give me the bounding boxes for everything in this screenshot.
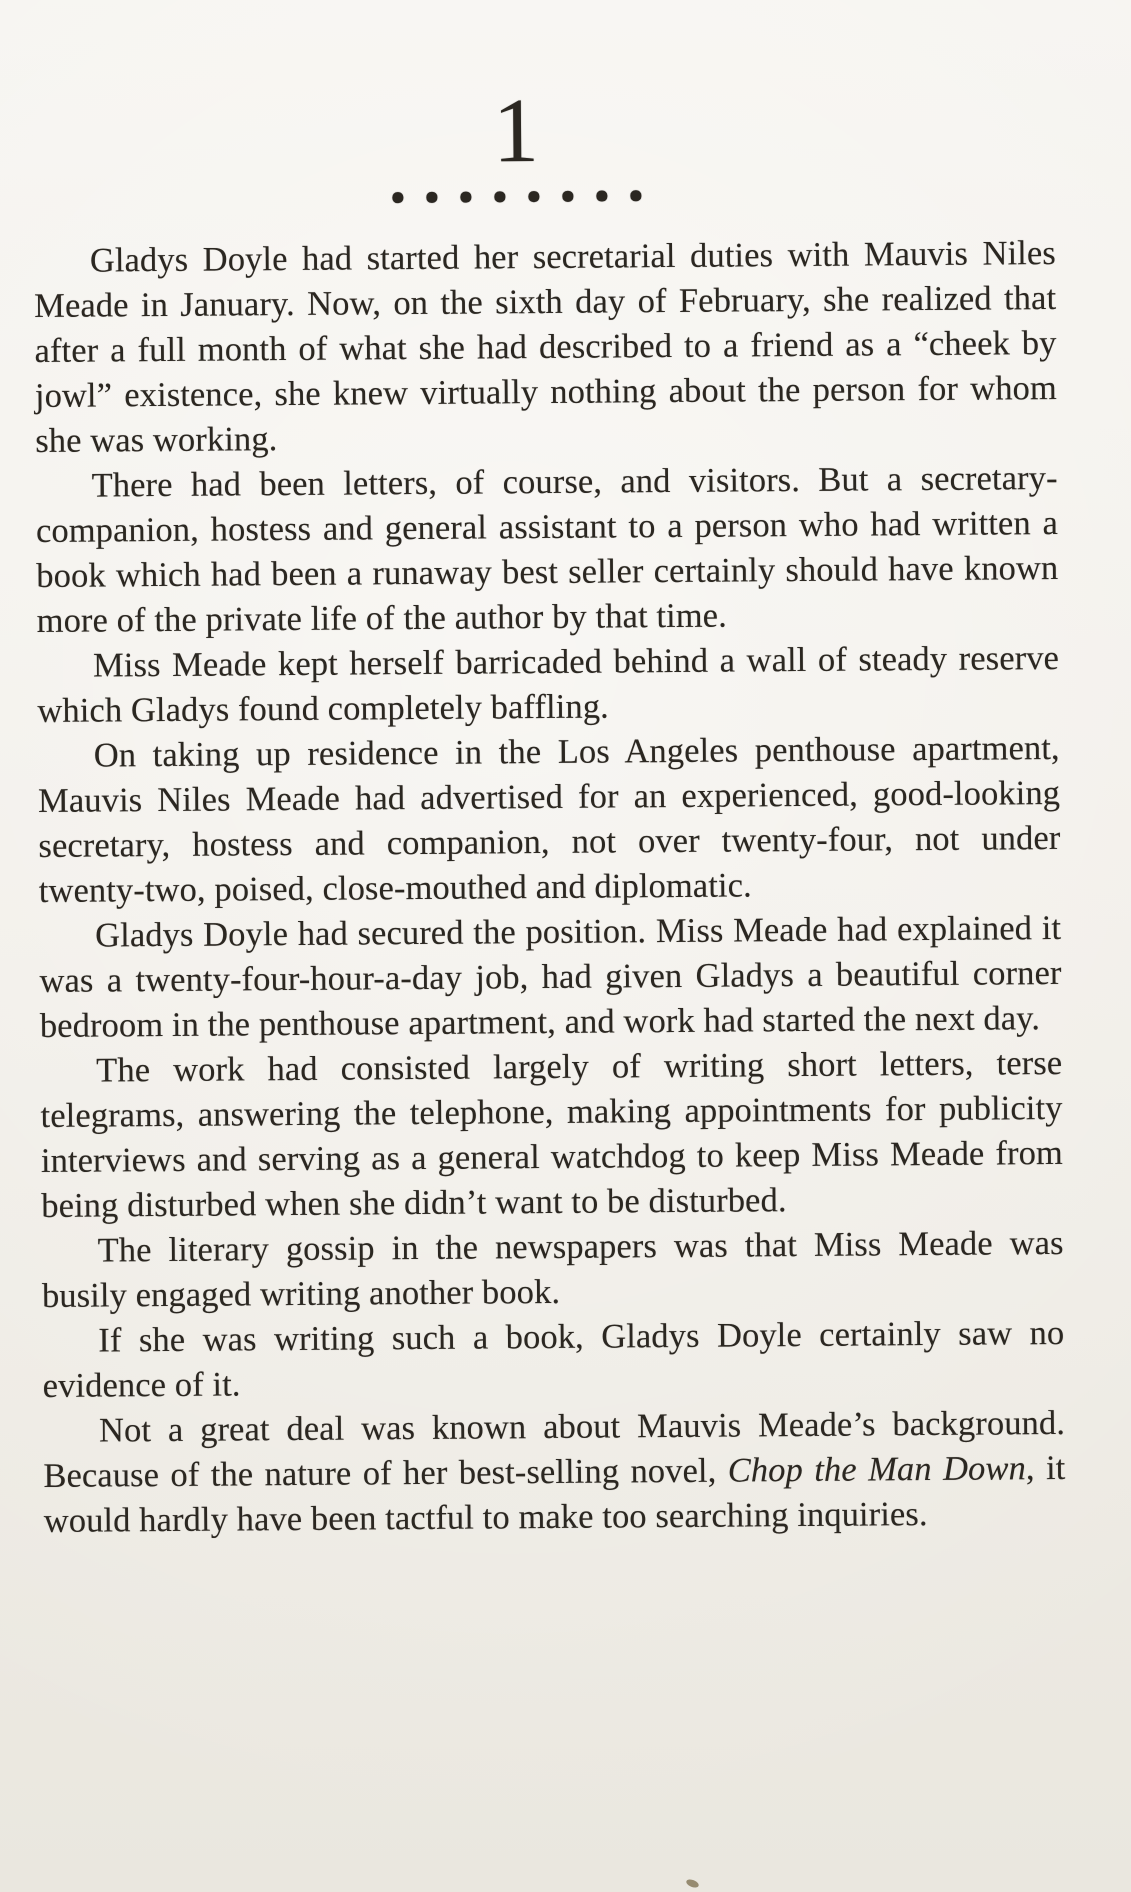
body-text [34, 231, 1066, 1544]
text-segment: Gladys Doyle had started her secretarial duties with Mauvis Niles Meade in January. Now, on the sixth day of February, she realized that after a full month of what she had described to a friend as a “cheek by jowl” existence, she knew virtually nothing about the person for whom she was working. [34, 233, 1058, 461]
ornament-dot [596, 191, 607, 202]
text-segment: The work had consisted largely of writing short letters, terse telegrams, answering the telephone, making appointments for publicity interviews and serving as a general watchdog to keep Miss Meade from being disturbed when she didn’t want to be disturbed. [40, 1043, 1064, 1225]
text-segment: Miss Meade kept herself barricaded behind a wall of steady reserve which Gladys found completely baffling. [37, 638, 1060, 730]
text-segment: , it would hardly have been tactful to make too searching inquiries. [43, 1448, 1066, 1540]
ornament-dot [392, 192, 403, 203]
ornament-dot [630, 190, 641, 201]
paragraph [37, 636, 1060, 734]
text-segment: Gladys Doyle had secured the position. Miss Meade had explained it was a twenty-four-hour-a-day job, had given Gladys a beautiful corner bedroom in the penthouse apartment, and work had started the next day. [39, 908, 1062, 1045]
text-segment: The literary gossip in the newspapers was that Miss Meade was busily engaged writing another book. [41, 1223, 1064, 1315]
paragraph [35, 456, 1058, 644]
text-segment: Not a great deal was known about Mauvis Meade’s background. Because of the nature of her best-selling novel, [43, 1403, 1066, 1495]
text-segment: There had been letters, of course, and visitors. But a secretary-companion, hostess and general assistant to a person who had written a book which had been a runaway best seller certainly should have known more of the private life of the author by that time. [35, 458, 1059, 641]
paragraph [34, 231, 1058, 464]
chapter-number: 1 [492, 79, 540, 182]
paragraph [38, 726, 1061, 914]
page-content [32, 0, 1066, 1544]
paragraph [39, 906, 1062, 1049]
ornament-dot [562, 191, 573, 202]
book-title-italic: Chop the Man Down [727, 1449, 1027, 1490]
chapter-heading [4, 0, 1028, 206]
ornament-dot [494, 191, 505, 202]
ornament-dot [460, 192, 471, 203]
chapter-ornament-dots [5, 187, 1027, 206]
paragraph [40, 1041, 1063, 1229]
ink-speck [685, 1878, 700, 1889]
ornament-dot [528, 191, 539, 202]
text-segment: If she was writing such a book, Gladys Doyle certainly saw no evidence of it. [42, 1313, 1065, 1405]
paragraph [41, 1221, 1064, 1319]
paragraph [43, 1401, 1066, 1544]
ornament-dot [426, 192, 437, 203]
text-segment: On taking up residence in the Los Angeles penthouse apartment, Mauvis Niles Meade had advertised for an experienced, good-looking secretary, hostess and companion, not over twenty-four, not under twenty-two, poised, close-mouthed and diplomatic. [37, 728, 1061, 910]
paragraph [42, 1311, 1065, 1409]
